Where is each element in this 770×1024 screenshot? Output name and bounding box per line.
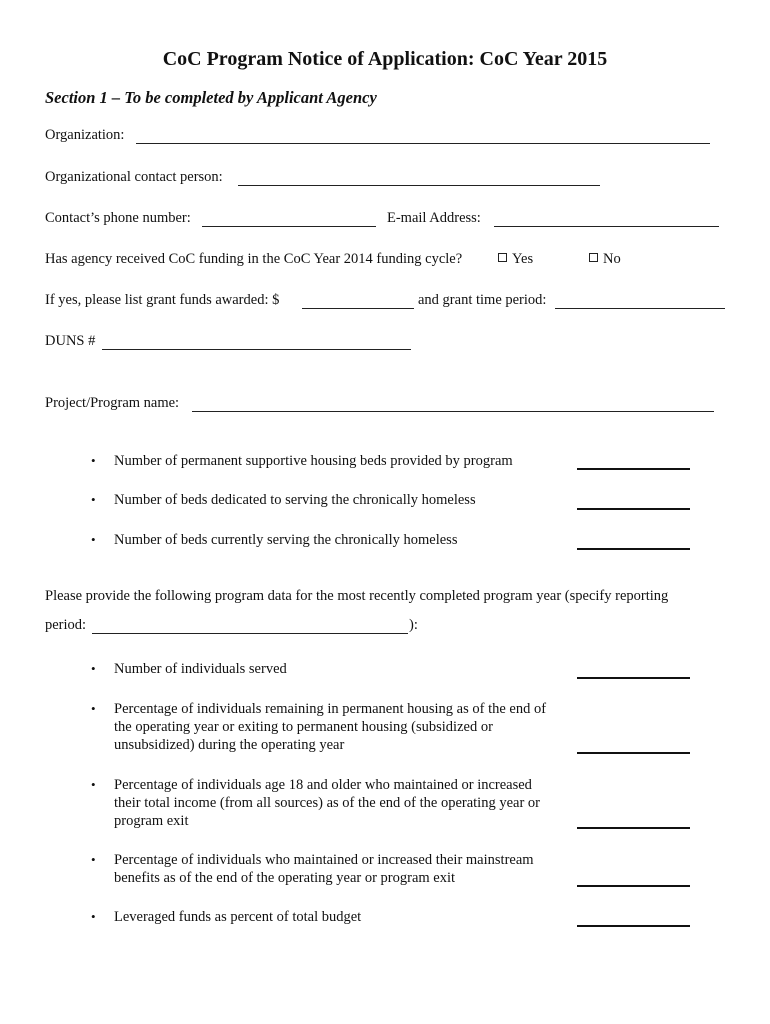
program-item-5-field[interactable] <box>577 925 690 927</box>
bullet: • <box>91 661 96 676</box>
program-item-3-line-3: program exit <box>114 813 189 829</box>
program-data-intro: Please provide the following program data for the most recently completed program year (specify reporting <box>45 588 669 604</box>
program-item-4-line-1: Percentage of individuals who maintained or increased their mainstream <box>114 852 534 868</box>
program-item-1-line-1: Number of individuals served <box>114 661 287 677</box>
bed-item-2-label: Number of beds dedicated to serving the chronically homeless <box>114 492 476 508</box>
project-name-field[interactable] <box>192 411 714 412</box>
program-item-4-line-2: benefits as of the end of the operating year or program exit <box>114 870 456 886</box>
contact-person-field[interactable] <box>238 185 600 186</box>
email-field[interactable] <box>494 226 719 227</box>
program-item-2-line-1: Percentage of individuals remaining in permanent housing as of the end of <box>114 701 547 717</box>
section-heading: Section 1 – To be completed by Applicant Agency <box>45 88 377 107</box>
no-option[interactable] <box>589 251 621 268</box>
bullet: • <box>91 852 96 867</box>
program-item-2-line-2: the operating year or exiting to permanent housing (subsidized or <box>114 719 493 735</box>
bullet: • <box>91 453 96 468</box>
yes-option[interactable] <box>498 251 533 268</box>
program-item-2-field[interactable] <box>577 752 690 754</box>
bullet: • <box>91 532 96 547</box>
project-name-label: Project/Program name: <box>45 395 180 411</box>
organization-field[interactable] <box>136 143 710 144</box>
grant-funds-label: If yes, please list grant funds awarded: $ <box>45 292 280 308</box>
funding-question-label: Has agency received CoC funding in the CoC Year 2014 funding cycle? <box>45 251 463 267</box>
program-item-5-label <box>114 908 361 926</box>
yes-label: Yes <box>512 251 534 267</box>
email-label: E-mail Address: <box>387 210 481 226</box>
bullet: • <box>91 492 96 507</box>
phone-label: Contact’s phone number: <box>45 210 191 226</box>
bullet: • <box>91 777 96 792</box>
bed-item-2-field[interactable] <box>577 508 690 510</box>
program-item-4-label <box>114 851 534 887</box>
program-item-4-field[interactable] <box>577 885 690 887</box>
bed-item-1-field[interactable] <box>577 468 690 470</box>
duns-field[interactable] <box>102 349 411 350</box>
organization-label: Organization: <box>45 127 125 143</box>
contact-person-label: Organizational contact person: <box>45 169 223 185</box>
program-item-5-line-1: Leveraged funds as percent of total budget <box>114 909 362 925</box>
bed-item-3-field[interactable] <box>577 548 690 550</box>
program-item-3-line-1: Percentage of individuals age 18 and older who maintained or increased <box>114 777 532 793</box>
no-label: No <box>603 251 621 267</box>
yes-checkbox[interactable] <box>498 253 507 262</box>
program-item-3-field[interactable] <box>577 827 690 829</box>
program-item-2-label <box>114 700 546 754</box>
phone-field[interactable] <box>202 226 376 227</box>
period-close: ): <box>409 617 418 633</box>
page-title: CoC Program Notice of Application: CoC Year 2015 <box>162 48 608 70</box>
grant-funds-field[interactable] <box>302 308 414 309</box>
grant-period-label: and grant time period: <box>418 292 547 308</box>
program-item-3-line-2: their total income (from all sources) as of the end of the operating year or <box>114 795 540 811</box>
reporting-period-field[interactable] <box>92 633 408 634</box>
grant-period-field[interactable] <box>555 308 725 309</box>
bullet: • <box>91 909 96 924</box>
duns-label: DUNS # <box>45 333 96 349</box>
program-item-1-field[interactable] <box>577 677 690 679</box>
period-label: period: <box>45 617 87 633</box>
program-item-2-line-3: unsubsidized) during the operating year <box>114 737 345 753</box>
program-item-3-label <box>114 776 540 830</box>
bed-item-1-label: Number of permanent supportive housing beds provided by program <box>114 453 513 469</box>
bullet: • <box>91 701 96 716</box>
program-item-1-label <box>114 660 287 678</box>
bed-item-3-label: Number of beds currently serving the chronically homeless <box>114 532 458 548</box>
no-checkbox[interactable] <box>589 253 598 262</box>
